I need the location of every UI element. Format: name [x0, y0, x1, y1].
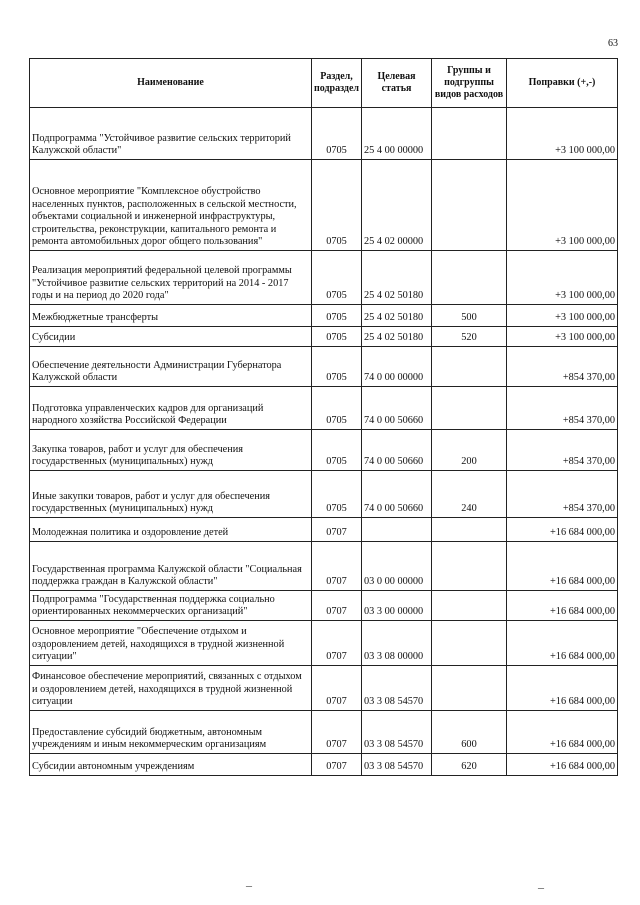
cell-name: Субсидии — [30, 327, 312, 347]
cell-amount: +16 684 000,00 — [507, 754, 618, 776]
cell-amount: +16 684 000,00 — [507, 542, 618, 591]
cell-expense-group: 200 — [432, 430, 507, 471]
cell-expense-group — [432, 160, 507, 251]
table-row — [30, 387, 618, 430]
budget-table — [29, 58, 618, 776]
cell-name: Межбюджетные трансферты — [30, 305, 312, 327]
column-header-section: Раздел, подраздел — [312, 59, 362, 108]
cell-target: 74 0 00 50660 — [362, 387, 432, 430]
page-number: 63 — [608, 38, 618, 49]
cell-amount: +3 100 000,00 — [507, 305, 618, 327]
cell-target: 03 3 08 00000 — [362, 621, 432, 666]
cell-name: Обеспечение деятельности Администрации Губернатора Калужской области — [30, 347, 312, 387]
cell-amount: +854 370,00 — [507, 430, 618, 471]
cell-expense-group — [432, 518, 507, 542]
cell-amount: +16 684 000,00 — [507, 711, 618, 754]
cell-expense-group — [432, 108, 507, 160]
table-row — [30, 160, 618, 251]
cell-target: 25 4 02 50180 — [362, 251, 432, 305]
cell-amount: +16 684 000,00 — [507, 666, 618, 711]
cell-name: Основное мероприятие "Обеспечение отдыхом и оздоровлением детей, находящихся в трудной жизненной ситуации" — [30, 621, 312, 666]
cell-name: Подпрограмма "Устойчивое развитие сельских территорий Калужской области" — [30, 108, 312, 160]
cell-section: 0705 — [312, 347, 362, 387]
cell-name: Иные закупки товаров, работ и услуг для обеспечения государственных (муниципальных) нужд — [30, 471, 312, 518]
cell-target: 74 0 00 00000 — [362, 347, 432, 387]
table-row — [30, 542, 618, 591]
cell-expense-group: 500 — [432, 305, 507, 327]
table-row — [30, 251, 618, 305]
cell-section: 0705 — [312, 430, 362, 471]
table-row — [30, 591, 618, 621]
header-row — [30, 59, 618, 108]
cell-target: 03 0 00 00000 — [362, 542, 432, 591]
cell-target: 74 0 00 50660 — [362, 430, 432, 471]
cell-expense-group: 240 — [432, 471, 507, 518]
cell-target: 25 4 02 50180 — [362, 327, 432, 347]
cell-section: 0705 — [312, 108, 362, 160]
cell-name: Подпрограмма "Государственная поддержка социально ориентированных некоммерческих организаций" — [30, 591, 312, 621]
table-row — [30, 305, 618, 327]
cell-section: 0705 — [312, 251, 362, 305]
cell-name: Предоставление субсидий бюджетным, автономным учреждениям и иным некоммерческим организациям — [30, 711, 312, 754]
cell-amount: +16 684 000,00 — [507, 518, 618, 542]
cell-name: Государственная программа Калужской области "Социальная поддержка граждан в Калужской области" — [30, 542, 312, 591]
cell-target — [362, 518, 432, 542]
table-row — [30, 471, 618, 518]
cell-target: 25 4 02 50180 — [362, 305, 432, 327]
table-row — [30, 347, 618, 387]
cell-amount: +3 100 000,00 — [507, 327, 618, 347]
table-row — [30, 711, 618, 754]
cell-target: 74 0 00 50660 — [362, 471, 432, 518]
cell-amount: +854 370,00 — [507, 471, 618, 518]
cell-amount: +3 100 000,00 — [507, 160, 618, 251]
cell-name: Субсидии автономным учреждениям — [30, 754, 312, 776]
table-row — [30, 666, 618, 711]
cell-section: 0705 — [312, 471, 362, 518]
cell-name: Закупка товаров, работ и услуг для обеспечения государственных (муниципальных) нужд — [30, 430, 312, 471]
cell-section: 0707 — [312, 518, 362, 542]
cell-expense-group — [432, 621, 507, 666]
cell-amount: +3 100 000,00 — [507, 108, 618, 160]
cell-amount: +854 370,00 — [507, 387, 618, 430]
cell-expense-group — [432, 666, 507, 711]
cell-expense-group — [432, 251, 507, 305]
cell-target: 03 3 08 54570 — [362, 711, 432, 754]
cell-section: 0705 — [312, 160, 362, 251]
scan-mark: – — [538, 880, 544, 894]
cell-section: 0707 — [312, 666, 362, 711]
cell-section: 0705 — [312, 305, 362, 327]
cell-amount: +16 684 000,00 — [507, 591, 618, 621]
cell-expense-group — [432, 591, 507, 621]
cell-target: 03 3 00 00000 — [362, 591, 432, 621]
cell-section: 0707 — [312, 621, 362, 666]
cell-amount: +16 684 000,00 — [507, 621, 618, 666]
cell-expense-group: 600 — [432, 711, 507, 754]
cell-target: 25 4 00 00000 — [362, 108, 432, 160]
cell-expense-group — [432, 542, 507, 591]
cell-name: Основное мероприятие "Комплексное обустройство населенных пунктов, расположенных в сельской местности, объектами социальной и инженерной инфраструктуры, строительства, реконструкции, капитального ремонта и ремонта автомобильных дорог общего пользования" — [30, 160, 312, 251]
table-row — [30, 621, 618, 666]
scan-mark: – — [246, 878, 252, 892]
cell-name: Подготовка управленческих кадров для организаций народного хозяйства Российской Федерации — [30, 387, 312, 430]
cell-target: 03 3 08 54570 — [362, 666, 432, 711]
cell-name: Реализация мероприятий федеральной целевой программы "Устойчивое развитие сельских территорий на 2014 - 2017 годы и на период до 2020 года" — [30, 251, 312, 305]
column-header-name: Наименование — [30, 59, 312, 108]
cell-expense-group: 620 — [432, 754, 507, 776]
cell-section: 0707 — [312, 711, 362, 754]
table-row — [30, 518, 618, 542]
cell-section: 0707 — [312, 591, 362, 621]
cell-expense-group — [432, 387, 507, 430]
cell-target: 03 3 08 54570 — [362, 754, 432, 776]
table-row — [30, 754, 618, 776]
table-row — [30, 327, 618, 347]
cell-expense-group — [432, 347, 507, 387]
cell-section: 0705 — [312, 327, 362, 347]
column-header-groups: Группы и подгруппы видов расходов — [432, 59, 507, 108]
cell-amount: +854 370,00 — [507, 347, 618, 387]
cell-target: 25 4 02 00000 — [362, 160, 432, 251]
cell-section: 0707 — [312, 754, 362, 776]
column-header-amount: Поправки (+,-) — [507, 59, 618, 108]
cell-name: Финансовое обеспечение мероприятий, связанных с отдыхом и оздоровлением детей, находящихся в трудной жизненной ситуации — [30, 666, 312, 711]
cell-section: 0705 — [312, 387, 362, 430]
cell-section: 0707 — [312, 542, 362, 591]
table-body — [30, 108, 618, 776]
cell-name: Молодежная политика и оздоровление детей — [30, 518, 312, 542]
column-header-target: Целевая статья — [362, 59, 432, 108]
cell-amount: +3 100 000,00 — [507, 251, 618, 305]
table-row — [30, 108, 618, 160]
cell-expense-group: 520 — [432, 327, 507, 347]
table-row — [30, 430, 618, 471]
